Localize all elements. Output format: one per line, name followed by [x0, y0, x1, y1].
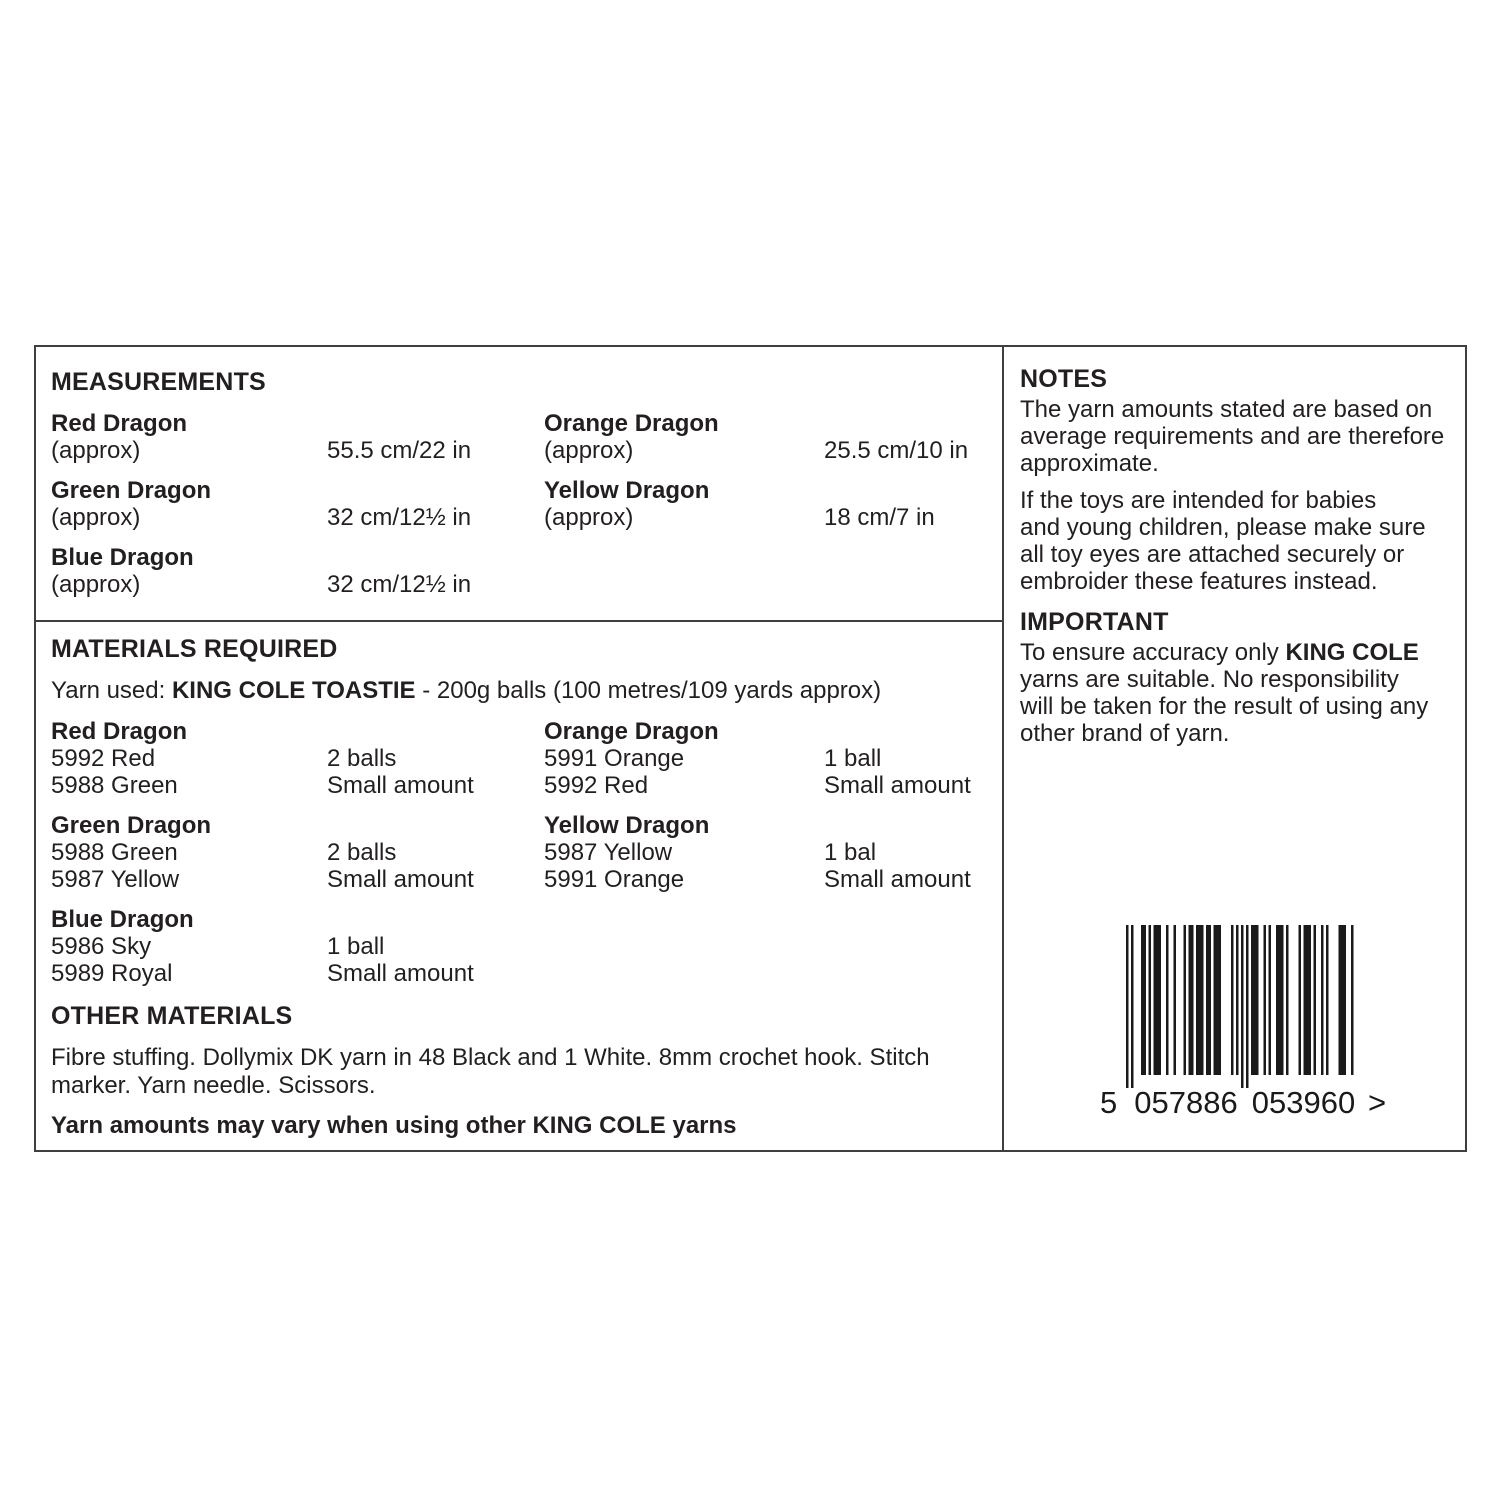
empty-cell: [544, 906, 982, 987]
materials-table: [51, 718, 982, 987]
notes-paragraph: The yarn amounts stated are based on average requirements and are therefore approximate.: [1020, 396, 1445, 477]
yarn-code: 5989 Royal: [51, 960, 173, 987]
approx-label: (approx): [544, 504, 634, 531]
barcode: [1100, 925, 1400, 1120]
measurement-value: 32 cm/12½ in: [327, 571, 472, 598]
yarn-code: 5992 Red: [544, 772, 649, 799]
approx-label: (approx): [51, 571, 141, 598]
materials-section: [36, 622, 1002, 1139]
yarn-code: 5987 Yellow: [51, 866, 180, 893]
measurement-entry: Yellow Dragon (approx) 18 cm/7 in: [544, 477, 982, 531]
measurement-entry: Red Dragon (approx) 55.5 cm/22 in: [51, 410, 544, 464]
yarn-amount: 2 balls: [327, 839, 397, 866]
notes-paragraph: If the toys are intended for babies and young children, please make sure all toy eyes are attached securely or embroider these features instead.: [1020, 487, 1426, 595]
other-materials-text: Fibre stuffing. Dollymix DK yarn in 48 Black and 1 White. 8mm crochet hook. Stitch marker. Yarn needle. Scissors.: [51, 1044, 930, 1099]
yarn-code: 5991 Orange: [544, 866, 685, 893]
measurement-value: 25.5 cm/10 in: [824, 437, 969, 464]
yarn-amount: Small amount: [824, 772, 971, 799]
yarn-brand: KING COLE TOASTIE: [171, 677, 416, 704]
materials-group: Yellow Dragon 5987 Yellow 1 bal 5991 Orange Small amount: [544, 812, 982, 893]
barcode-trailing-mark: >: [1368, 1085, 1387, 1120]
materials-group: Blue Dragon 5986 Sky 1 ball 5989 Royal Small amount: [51, 906, 544, 987]
yarn-amount: 1 ball: [327, 933, 385, 960]
yarn-amount: 1 ball: [824, 745, 882, 772]
measurement-entry: Blue Dragon (approx) 32 cm/12½ in: [51, 544, 544, 598]
yarn-amount: Small amount: [327, 772, 474, 799]
yarn-code: 5988 Green: [51, 772, 178, 799]
brand-name: KING COLE: [1285, 639, 1419, 666]
measurement-value: 32 cm/12½ in: [327, 504, 472, 531]
yarn-amounts-footnote: Yarn amounts may vary when using other KING COLE yarns: [51, 1112, 737, 1139]
yarn-amount: Small amount: [327, 960, 474, 987]
measurements-table: [51, 410, 982, 598]
yarn-amount: 2 balls: [327, 745, 397, 772]
yarn-code: 5992 Red: [51, 745, 156, 772]
yarn-code: 5991 Orange: [544, 745, 685, 772]
measurements-section: [36, 347, 1002, 620]
barcode-bars: [1126, 925, 1354, 1088]
yarn-amount: 1 bal: [824, 839, 877, 866]
measurement-value: 18 cm/7 in: [824, 504, 935, 531]
materials-title: MATERIALS REQUIRED: [51, 635, 338, 663]
yarn-code: 5987 Yellow: [544, 839, 673, 866]
barcode-digits-left: 057886: [1134, 1085, 1238, 1120]
measurement-value: 55.5 cm/22 in: [327, 437, 472, 464]
measurements-title: MEASUREMENTS: [51, 368, 266, 396]
important-title: IMPORTANT: [1020, 608, 1169, 636]
info-panel: [34, 345, 1467, 1152]
other-materials-title: OTHER MATERIALS: [51, 1002, 293, 1030]
yarn-used-line: Yarn used: KING COLE TOASTIE - 200g balls (100 metres/109 yards approx): [51, 677, 882, 704]
approx-label: (approx): [51, 504, 141, 531]
empty-cell: [544, 544, 982, 598]
approx-label: (approx): [51, 437, 141, 464]
yarn-code: 5986 Sky: [51, 933, 152, 960]
materials-group: Orange Dragon 5991 Orange 1 ball 5992 Red Small amount: [544, 718, 982, 799]
yarn-amount: Small amount: [824, 866, 971, 893]
important-paragraph: To ensure accuracy only KING COLE yarns are suitable. No responsibility will be taken for the result of using any other brand of yarn.: [1020, 639, 1429, 747]
yarn-code: 5988 Green: [51, 839, 178, 866]
yarn-amount: Small amount: [327, 866, 474, 893]
materials-group: Red Dragon 5992 Red 2 balls 5988 Green Small amount: [51, 718, 544, 799]
approx-label: (approx): [544, 437, 634, 464]
barcode-lead-digit: 5: [1100, 1085, 1118, 1120]
notes-title: NOTES: [1020, 365, 1108, 393]
materials-group: Green Dragon 5988 Green 2 balls 5987 Yellow Small amount: [51, 812, 544, 893]
left-column: [36, 347, 1002, 1150]
measurement-entry: Green Dragon (approx) 32 cm/12½ in: [51, 477, 544, 531]
right-column: [1004, 347, 1465, 1150]
barcode-digits-right: 053960: [1251, 1085, 1356, 1120]
measurement-entry: Orange Dragon (approx) 25.5 cm/10 in: [544, 410, 982, 464]
